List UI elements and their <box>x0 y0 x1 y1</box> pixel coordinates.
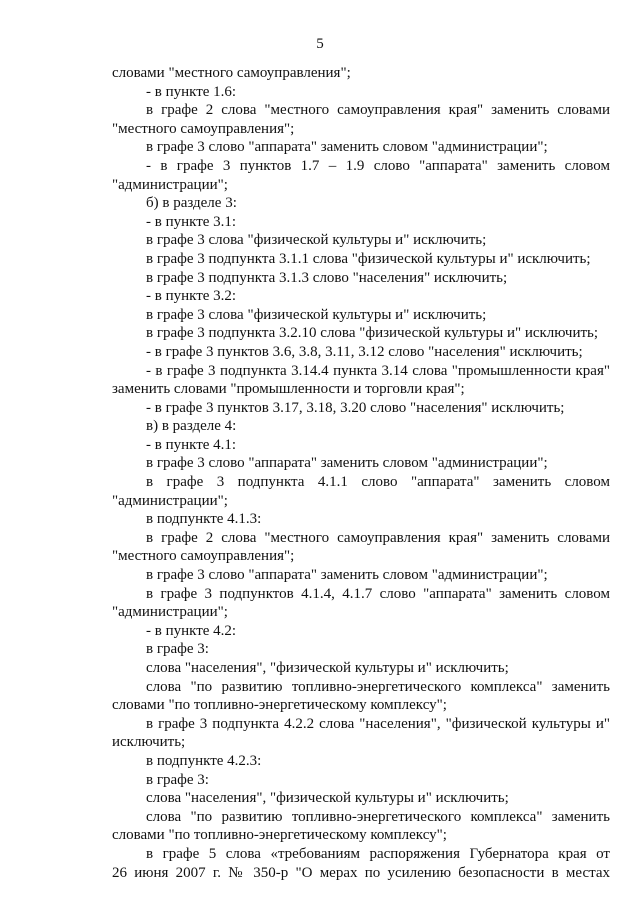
page-number: 5 <box>316 36 324 52</box>
text-line: в графе 3 слова "физической культуры и" исключить; <box>146 306 487 323</box>
text-line: слова "населения", "физической культуры и" исключить; <box>146 790 509 807</box>
text-line: слова "населения", "физической культуры и" исключить; <box>146 660 509 676</box>
text-line: - в графе 3 пунктов 3.6, 3.8, 3.11, 3.12 слово "населения" исключить; <box>146 343 583 360</box>
text-line: в графе 3 слово "аппарата" заменить словом "администрации"; <box>146 567 548 584</box>
text-line: в графе 3: <box>146 771 209 788</box>
text-line: - в пункте 4.1: <box>146 436 237 453</box>
document-body <box>112 64 610 882</box>
text-line: - в пункте 4.2: <box>146 622 237 639</box>
text-line: в графе 3 подпункта 4.2.2 слова "населения", "физической культуры и" <box>146 715 610 732</box>
text-line: словами "местного самоуправления"; <box>112 65 351 81</box>
text-line: в графе 3 подпункта 3.2.10 слова "физической культуры и" исключить; <box>146 325 599 342</box>
text-line: "администрации"; <box>112 604 228 621</box>
text-line: словами "по топливно-энергетическому комплексу"; <box>112 697 447 714</box>
text-line: в графе 3 подпункта 4.1.1 слово "аппарата" заменить словом <box>146 474 610 491</box>
text-line: слова "по развитию топливно-энергетического комплекса" заменить <box>146 808 610 825</box>
text-line: в графе 3 подпункта 3.1.3 слово "населения" исключить; <box>146 269 508 286</box>
text-line: исключить; <box>112 734 186 751</box>
text-line: слова "по развитию топливно-энергетического комплекса" заменить <box>146 678 610 695</box>
text-line: - в графе 3 пунктов 3.17, 3.18, 3.20 слово "населения" исключить; <box>146 399 565 416</box>
text-line: "администрации"; <box>112 176 228 193</box>
text-line: в подпункте 4.1.3: <box>146 511 262 528</box>
text-line: в графе 3 слово "аппарата" заменить словом "администрации"; <box>146 455 548 472</box>
text-line: в графе 2 слова "местного самоуправления края" заменить словами <box>146 102 610 119</box>
text-line: в) в разделе 4: <box>146 418 237 435</box>
text-line: в графе 3 слова "физической культуры и" исключить; <box>146 232 487 249</box>
text-line: - в графе 3 пунктов 1.7 – 1.9 слово "аппарата" заменить словом <box>146 157 610 174</box>
text-line: в графе 3 подпункта 3.1.1 слова "физической культуры и" исключить; <box>146 250 591 267</box>
text-line: в графе 2 слова "местного самоуправления края" заменить словами <box>146 529 610 546</box>
text-line: в графе 3 слово "аппарата" заменить словом "администрации"; <box>146 139 548 156</box>
text-line: в графе 5 слова «требованиям распоряжения Губернатора края от <box>146 845 610 862</box>
text-line: "местного самоуправления"; <box>112 548 295 565</box>
text-line: в графе 3 подпунктов 4.1.4, 4.1.7 слово "аппарата" заменить словом <box>146 585 610 602</box>
text-line: в подпункте 4.2.3: <box>146 752 262 769</box>
text-line: - в пункте 3.1: <box>146 213 237 230</box>
text-line: б) в разделе 3: <box>146 195 237 212</box>
text-line: - в пункте 3.2: <box>146 288 237 305</box>
text-line: - в графе 3 подпункта 3.14.4 пункта 3.14 слова "промышленности края" <box>146 362 610 379</box>
text-line: "администрации"; <box>112 492 228 509</box>
text-line: в графе 3: <box>146 641 209 658</box>
text-line: - в пункте 1.6: <box>146 83 237 100</box>
text-line: словами "по топливно-энергетическому комплексу"; <box>112 827 447 844</box>
text-line: заменить словами "промышленности и торговли края"; <box>112 381 465 398</box>
text-line: 26 июня 2007 г. № 350-р "О мерах по усилению безопасности в местах <box>112 864 610 881</box>
text-line: "местного самоуправления"; <box>112 120 295 137</box>
